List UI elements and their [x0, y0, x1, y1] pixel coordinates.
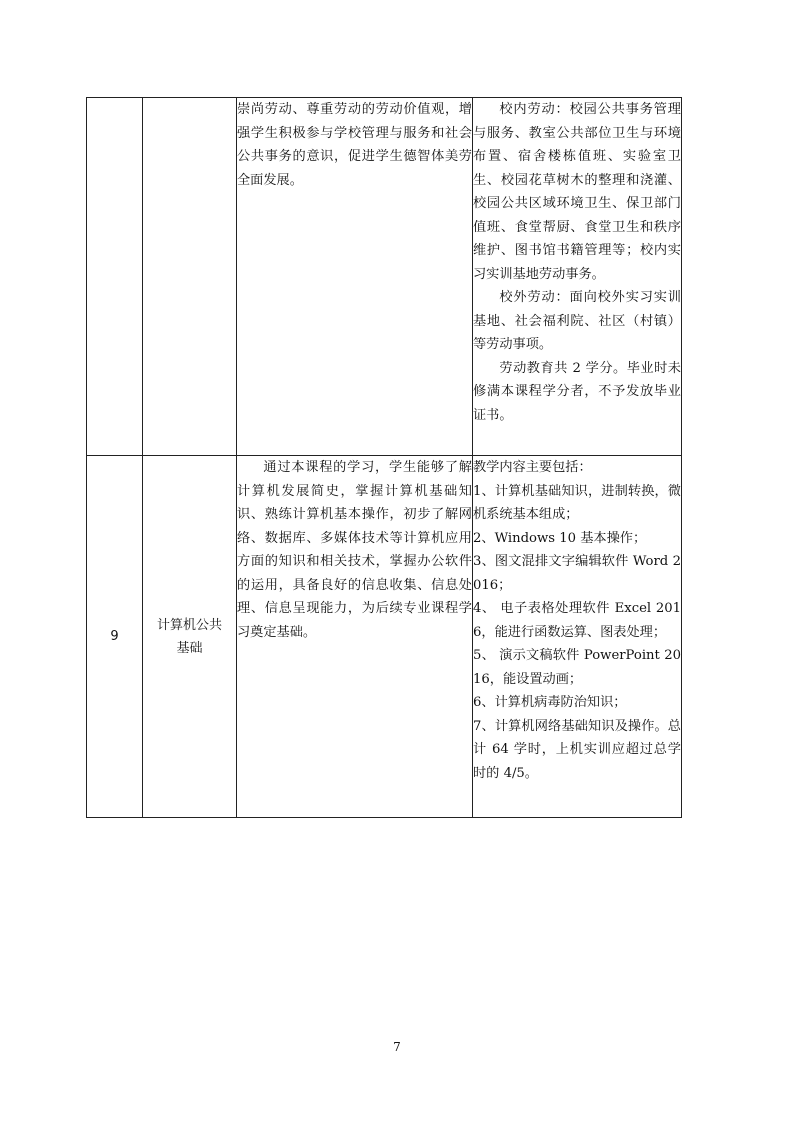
content-line: 7、计算机网络基础知识及操作。总计 64 学时，上机实训应超过总学时的 4/5。	[473, 718, 681, 781]
course-table	[86, 97, 682, 818]
course-name-cell	[143, 98, 237, 456]
course-goal-cell	[237, 98, 473, 456]
content-paragraph: 校外劳动：面向校外实习实训基地、社会福利院、社区（村镇）等劳动事项。	[473, 290, 681, 352]
table-row	[87, 98, 682, 456]
course-goal-text: 通过本课程的学习，学生能够了解计算机发展简史，掌握计算机基础知识、熟练计算机基本操作，初步了解网络、数据库、多媒体技术等计算机应用方面的知识和相关技术，掌握办公软件的运用，具备良好的信息收集、信息处理、信息呈现能力，为后续专业课程学习奠定基础。	[237, 460, 472, 640]
course-content-cell	[473, 456, 682, 818]
content-line: 6、计算机病毒防治知识；	[473, 695, 627, 710]
content-line: 教学内容主要包括：	[473, 460, 592, 475]
course-name-cell	[143, 456, 237, 818]
row-number-cell: 9	[87, 456, 143, 818]
page-number: 7	[393, 1040, 401, 1054]
course-content-cell	[473, 98, 682, 456]
course-name: 计算机公共基础	[157, 617, 223, 656]
content-paragraph: 校内劳动：校园公共事务管理与服务、教室公共部位卫生与环境布置、宿舍楼栋值班、实验室卫生、校园花草树木的整理和浇灌、校园公共区域环境卫生、保卫部门值班、食堂帮厨、食堂卫生和秩序维护、图书馆书籍管理等；校内实习实训基地劳动事务。	[473, 102, 681, 282]
table-row	[87, 456, 682, 818]
content-line: 1、计算机基础知识，进制转换，微机系统基本组成；	[473, 483, 681, 522]
row-number-cell	[87, 98, 143, 456]
content-line: 2、Windows 10 基本操作；	[473, 530, 647, 546]
course-goal-cell	[237, 456, 473, 818]
content-line: 5、 演示文稿软件 PowerPoint 2016，能设置动画；	[473, 648, 681, 687]
content-paragraph: 劳动教育共 2 学分。毕业时未修满本课程学分者，不予发放毕业证书。	[473, 360, 681, 423]
content-line: 4、 电子表格处理软件 Excel 2016，能进行函数运算、图表处理；	[473, 601, 681, 640]
course-goal-text: 崇尚劳动、尊重劳动的劳动价值观，增强学生积极参与学校管理与服务和社会公共事务的意识，促进学生德智体美劳全面发展。	[237, 102, 472, 188]
content-line: 3、图文混排文字编辑软件 Word 2016；	[473, 554, 681, 593]
